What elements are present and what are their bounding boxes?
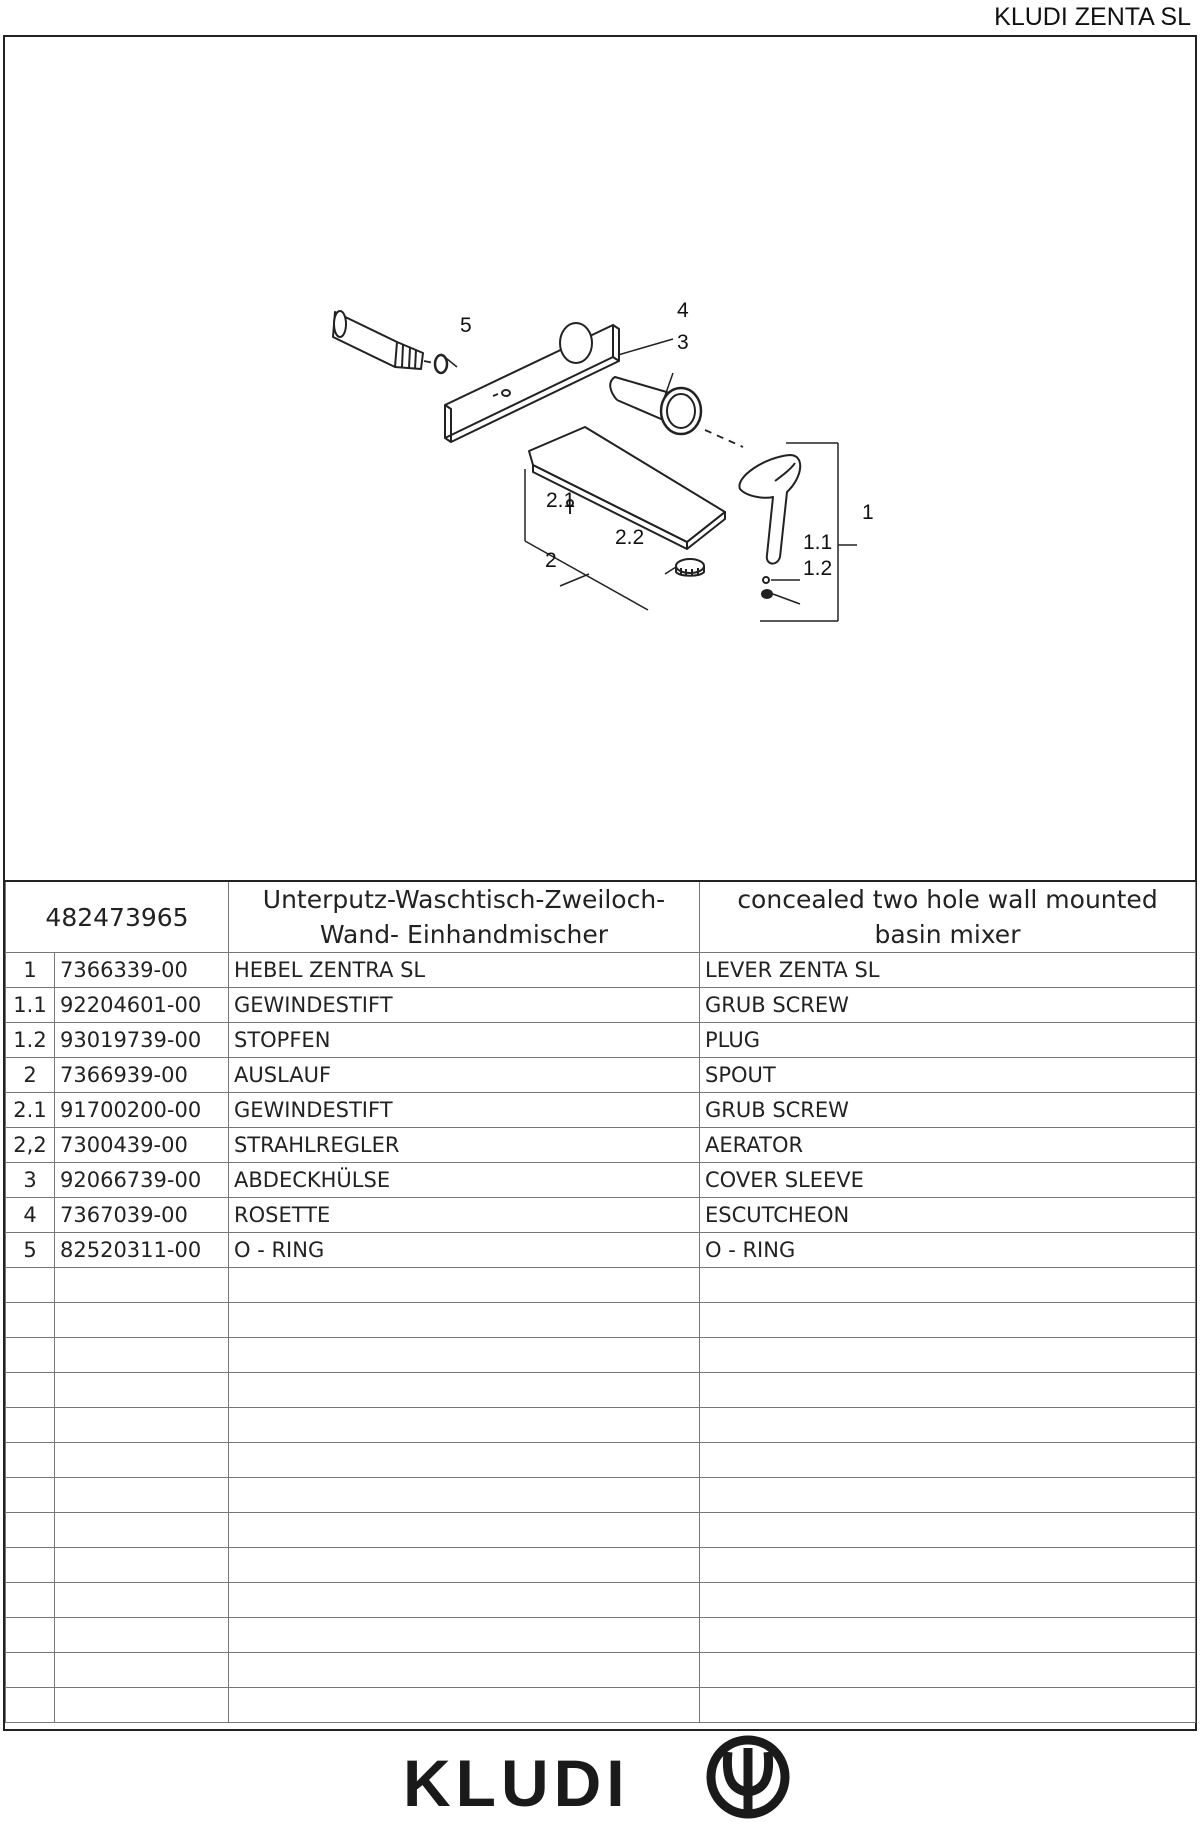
empty-cell bbox=[229, 1303, 700, 1338]
callout-1-1: 1.1 bbox=[803, 531, 833, 554]
empty-cell bbox=[55, 1548, 229, 1583]
table-row bbox=[6, 953, 1196, 988]
part-position: 2,2 bbox=[6, 1128, 55, 1163]
empty-table-row bbox=[6, 1268, 1196, 1303]
empty-cell bbox=[700, 1303, 1196, 1338]
part-name-german: AUSLAUF bbox=[229, 1058, 700, 1093]
part-number: 7367039-00 bbox=[55, 1198, 229, 1233]
empty-cell bbox=[229, 1373, 700, 1408]
part-name-german: GEWINDESTIFT bbox=[229, 1093, 700, 1128]
empty-cell bbox=[700, 1548, 1196, 1583]
empty-table-row bbox=[6, 1653, 1196, 1688]
description-german: Unterputz-Waschtisch-Zweiloch-Wand- Einhandmischer bbox=[229, 881, 700, 953]
lever bbox=[739, 455, 800, 564]
empty-cell bbox=[55, 1303, 229, 1338]
plug-1-2 bbox=[762, 590, 772, 598]
part-name-english: GRUB SCREW bbox=[700, 1093, 1196, 1128]
table-row bbox=[6, 1093, 1196, 1128]
table-row bbox=[6, 1233, 1196, 1268]
document-title: KLUDI ZENTA SL bbox=[994, 3, 1191, 31]
part-name-german: STOPFEN bbox=[229, 1023, 700, 1058]
empty-cell bbox=[700, 1653, 1196, 1688]
part-position: 2.1 bbox=[6, 1093, 55, 1128]
part-name-german: O - RING bbox=[229, 1233, 700, 1268]
empty-cell bbox=[700, 1478, 1196, 1513]
description-english: concealed two hole wall mounted basin mixer bbox=[700, 881, 1196, 953]
empty-cell bbox=[6, 1408, 55, 1443]
empty-cell bbox=[55, 1268, 229, 1303]
empty-cell bbox=[6, 1618, 55, 1653]
empty-table-row bbox=[6, 1338, 1196, 1373]
callout-3: 3 bbox=[677, 331, 689, 354]
callout-1: 1 bbox=[862, 501, 874, 524]
part-number: 92066739-00 bbox=[55, 1163, 229, 1198]
empty-table-row bbox=[6, 1548, 1196, 1583]
empty-cell bbox=[55, 1688, 229, 1723]
empty-cell bbox=[229, 1443, 700, 1478]
part-position: 1 bbox=[6, 953, 55, 988]
empty-cell bbox=[6, 1478, 55, 1513]
empty-cell bbox=[6, 1373, 55, 1408]
empty-cell bbox=[55, 1338, 229, 1373]
empty-cell bbox=[700, 1443, 1196, 1478]
empty-cell bbox=[700, 1268, 1196, 1303]
empty-cell bbox=[6, 1268, 55, 1303]
empty-table-row bbox=[6, 1443, 1196, 1478]
part-number: 91700200-00 bbox=[55, 1093, 229, 1128]
empty-cell bbox=[55, 1408, 229, 1443]
drawing-frame bbox=[3, 35, 1197, 1731]
part-name-german: HEBEL ZENTRA SL bbox=[229, 953, 700, 988]
empty-cell bbox=[700, 1373, 1196, 1408]
part-name-english: ESCUTCHEON bbox=[700, 1198, 1196, 1233]
empty-cell bbox=[6, 1443, 55, 1478]
empty-cell bbox=[6, 1653, 55, 1688]
empty-cell bbox=[229, 1618, 700, 1653]
table-row bbox=[6, 988, 1196, 1023]
table-row bbox=[6, 1128, 1196, 1163]
empty-cell bbox=[229, 1478, 700, 1513]
part-position: 3 bbox=[6, 1163, 55, 1198]
empty-table-row bbox=[6, 1583, 1196, 1618]
empty-cell bbox=[229, 1408, 700, 1443]
part-name-english: GRUB SCREW bbox=[700, 988, 1196, 1023]
empty-cell bbox=[700, 1688, 1196, 1723]
part-name-english: AERATOR bbox=[700, 1128, 1196, 1163]
empty-cell bbox=[229, 1548, 700, 1583]
empty-cell bbox=[55, 1618, 229, 1653]
empty-table-row bbox=[6, 1513, 1196, 1548]
empty-cell bbox=[55, 1513, 229, 1548]
part-position: 1.2 bbox=[6, 1023, 55, 1058]
empty-cell bbox=[700, 1408, 1196, 1443]
callout-5: 5 bbox=[460, 314, 472, 337]
callout-4: 4 bbox=[677, 299, 689, 322]
empty-cell bbox=[6, 1688, 55, 1723]
part-position: 5 bbox=[6, 1233, 55, 1268]
part-name-german: ABDECKHÜLSE bbox=[229, 1163, 700, 1198]
empty-cell bbox=[229, 1513, 700, 1548]
empty-cell bbox=[55, 1373, 229, 1408]
parts-list-header bbox=[6, 881, 1196, 953]
empty-cell bbox=[700, 1338, 1196, 1373]
empty-cell bbox=[6, 1303, 55, 1338]
callout-2-2: 2.2 bbox=[615, 526, 645, 549]
part-number: 82520311-00 bbox=[55, 1233, 229, 1268]
part-number: 7366339-00 bbox=[55, 953, 229, 988]
empty-table-row bbox=[6, 1373, 1196, 1408]
empty-cell bbox=[6, 1513, 55, 1548]
empty-cell bbox=[229, 1583, 700, 1618]
kludi-wordmark: KLUDI bbox=[403, 1746, 630, 1820]
kludi-logo bbox=[403, 1728, 803, 1825]
empty-cell bbox=[229, 1268, 700, 1303]
article-number: 482473965 bbox=[6, 881, 229, 953]
empty-cell bbox=[6, 1583, 55, 1618]
empty-cell bbox=[6, 1338, 55, 1373]
part-name-german: STRAHLREGLER bbox=[229, 1128, 700, 1163]
empty-table-row bbox=[6, 1688, 1196, 1723]
exploded-view-drawing bbox=[5, 37, 1195, 880]
empty-cell bbox=[700, 1583, 1196, 1618]
empty-cell bbox=[55, 1478, 229, 1513]
part-number: 92204601-00 bbox=[55, 988, 229, 1023]
empty-table-row bbox=[6, 1618, 1196, 1653]
part-name-english: O - RING bbox=[700, 1233, 1196, 1268]
empty-cell bbox=[55, 1443, 229, 1478]
empty-table-row bbox=[6, 1303, 1196, 1338]
callout-2-1: 2.1 bbox=[546, 489, 576, 512]
callout-1-2: 1.2 bbox=[803, 557, 833, 580]
part-number: 7300439-00 bbox=[55, 1128, 229, 1163]
empty-cell bbox=[6, 1548, 55, 1583]
grub-screw-1-1 bbox=[763, 577, 769, 583]
part-position: 4 bbox=[6, 1198, 55, 1233]
empty-cell bbox=[700, 1618, 1196, 1653]
empty-cell bbox=[55, 1653, 229, 1688]
table-row bbox=[6, 1058, 1196, 1093]
parts-list-table bbox=[5, 880, 1196, 1723]
kludi-emblem-icon bbox=[711, 1740, 785, 1814]
cover-sleeve bbox=[610, 377, 670, 400]
empty-cell bbox=[700, 1513, 1196, 1548]
empty-cell bbox=[229, 1653, 700, 1688]
empty-table-row bbox=[6, 1408, 1196, 1443]
part-number: 93019739-00 bbox=[55, 1023, 229, 1058]
part-name-english: LEVER ZENTA SL bbox=[700, 953, 1196, 988]
table-row bbox=[6, 1198, 1196, 1233]
empty-cell bbox=[229, 1688, 700, 1723]
part-name-german: ROSETTE bbox=[229, 1198, 700, 1233]
empty-cell bbox=[229, 1338, 700, 1373]
callout-2: 2 bbox=[545, 549, 557, 572]
empty-cell bbox=[55, 1583, 229, 1618]
empty-table-row bbox=[6, 1478, 1196, 1513]
part-name-english: SPOUT bbox=[700, 1058, 1196, 1093]
table-row bbox=[6, 1163, 1196, 1198]
part-number: 7366939-00 bbox=[55, 1058, 229, 1093]
part-position: 1.1 bbox=[6, 988, 55, 1023]
part-name-english: COVER SLEEVE bbox=[700, 1163, 1196, 1198]
part-name-english: PLUG bbox=[700, 1023, 1196, 1058]
part-name-german: GEWINDESTIFT bbox=[229, 988, 700, 1023]
part-position: 2 bbox=[6, 1058, 55, 1093]
table-row bbox=[6, 1023, 1196, 1058]
